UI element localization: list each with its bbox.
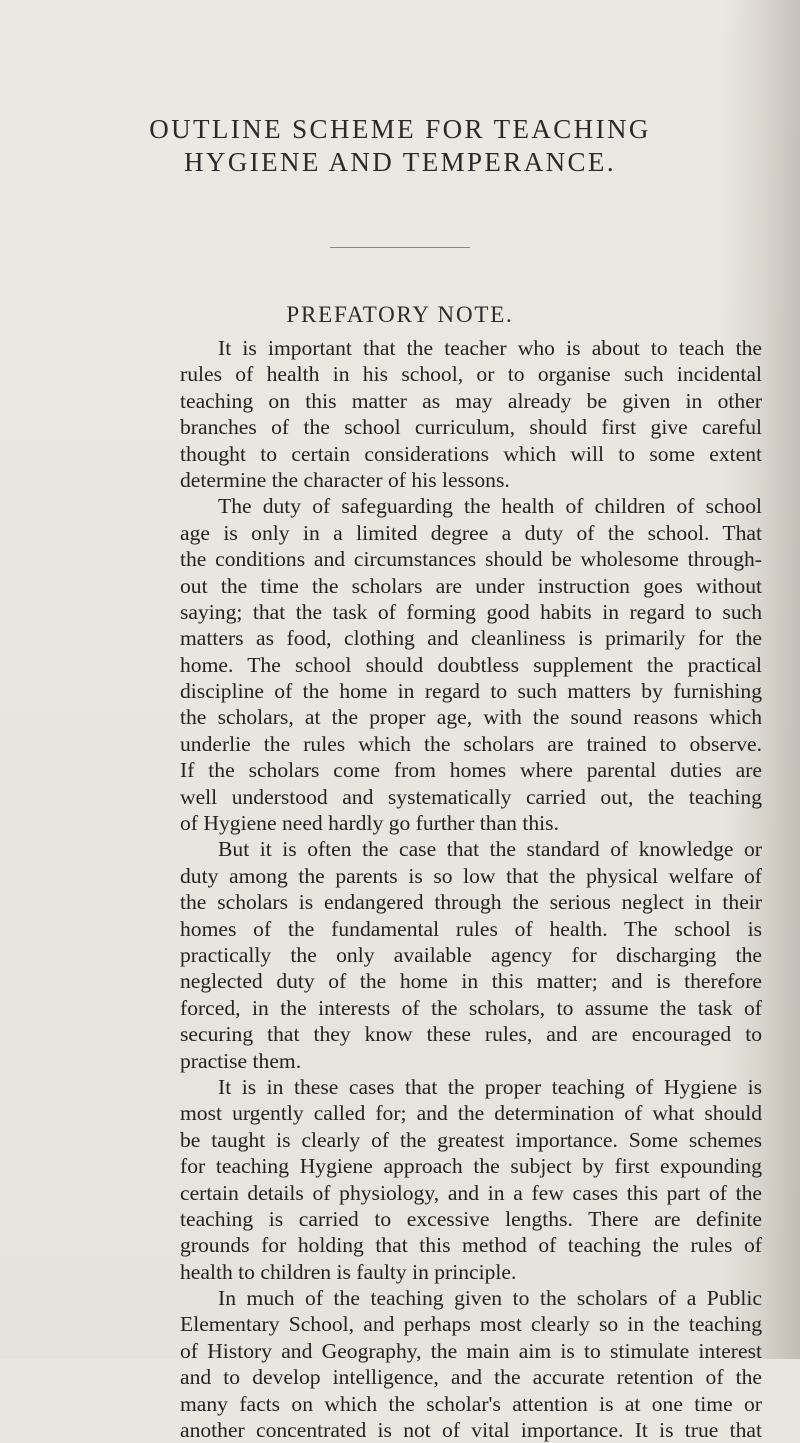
text-line: It is in these cases that the proper teaching of Hygiene is (218, 1074, 762, 1099)
text-line: determine the character of his lessons. (180, 467, 510, 492)
text-line: the scholars is endangered through the serious neglect in their (180, 890, 762, 915)
text-line: be taught is clearly of the greatest importance. Some schemes (180, 1127, 762, 1152)
text-line: practically the only available agency for discharging the (180, 942, 762, 967)
text-line: grounds for holding that this method of teaching the rules of (180, 1233, 762, 1258)
text-line: of History and Geography, the main aim is to stimulate interest (180, 1338, 762, 1363)
text-line: But it is often the case that the standard of knowledge or (218, 837, 762, 862)
text-line: saying; that the task of forming good habits in regard to such (180, 599, 762, 624)
text-line: homes of the fundamental rules of health. The school is (180, 916, 762, 941)
text-line: and to develop intelligence, and the accurate retention of the (180, 1365, 762, 1390)
title-divider (330, 247, 470, 248)
text-line: the scholars, at the proper age, with the sound reasons which (180, 705, 762, 730)
text-line: certain details of physiology, and in a few cases this part of the (180, 1180, 762, 1205)
section-heading: PREFATORY NOTE. (286, 302, 514, 327)
text-line: the conditions and circumstances should be wholesome through- (180, 547, 762, 572)
text-line: of Hygiene need hardly go further than this. (180, 811, 559, 836)
text-line: underlie the rules which the scholars are trained to observe. (180, 731, 762, 756)
text-line: If the scholars come from homes where parental duties are (180, 758, 762, 783)
text-line: teaching is carried to excessive lengths. There are definite (180, 1206, 762, 1231)
text-line: branches of the school curriculum, should first give careful (180, 415, 762, 440)
text-line: forced, in the interests of the scholars, to assume the task of (180, 995, 762, 1020)
text-line: Elementary School, and perhaps most clearly so in the teaching (180, 1312, 762, 1337)
text-line: well understood and systematically carried out, the teaching (180, 784, 762, 809)
text-line: thought to certain considerations which will to some extent (180, 441, 762, 466)
text-line: for teaching Hygiene approach the subject by first expounding (180, 1154, 762, 1179)
text-line: rules of health in his school, or to organise such incidental (180, 362, 762, 387)
text-line: out the time the scholars are under instruction goes without (180, 573, 762, 598)
text-line: neglected duty of the home in this matter; and is therefore (180, 969, 762, 994)
text-line: age is only in a limited degree a duty of the school. That (180, 520, 762, 545)
title-line-2: HYGIENE AND TEMPERANCE. (184, 147, 616, 177)
text-line: discipline of the home in regard to such matters by furnishing (180, 679, 762, 704)
text-line: health to children is faulty in principle. (180, 1259, 517, 1284)
text-line: The duty of safeguarding the health of children of school (218, 494, 762, 519)
text-line: another concentrated is not of vital importance. It is true that (180, 1418, 762, 1443)
text-line: In much of the teaching given to the scholars of a Public (218, 1286, 762, 1311)
text-line: most urgently called for; and the determination of what should (180, 1101, 762, 1126)
text-line: practise them. (180, 1048, 302, 1073)
text-line: teaching on this matter as may already be given in other (180, 388, 762, 413)
text-line: It is important that the teacher who is about to teach the (218, 336, 762, 360)
text-line: duty among the parents is so low that the physical welfare of (180, 863, 762, 888)
text-line: matters as food, clothing and cleanliness is primarily for the (180, 626, 762, 651)
text-line: securing that they know these rules, and are encouraged to (180, 1022, 762, 1047)
text-line: home. The school should doubtless supplement the practical (180, 652, 762, 677)
text-line: many facts on which the scholar's attention is at one time or (180, 1391, 762, 1416)
body-text (180, 335, 762, 1443)
title-line-1: OUTLINE SCHEME FOR TEACHING (149, 114, 651, 144)
document-title (0, 113, 800, 179)
